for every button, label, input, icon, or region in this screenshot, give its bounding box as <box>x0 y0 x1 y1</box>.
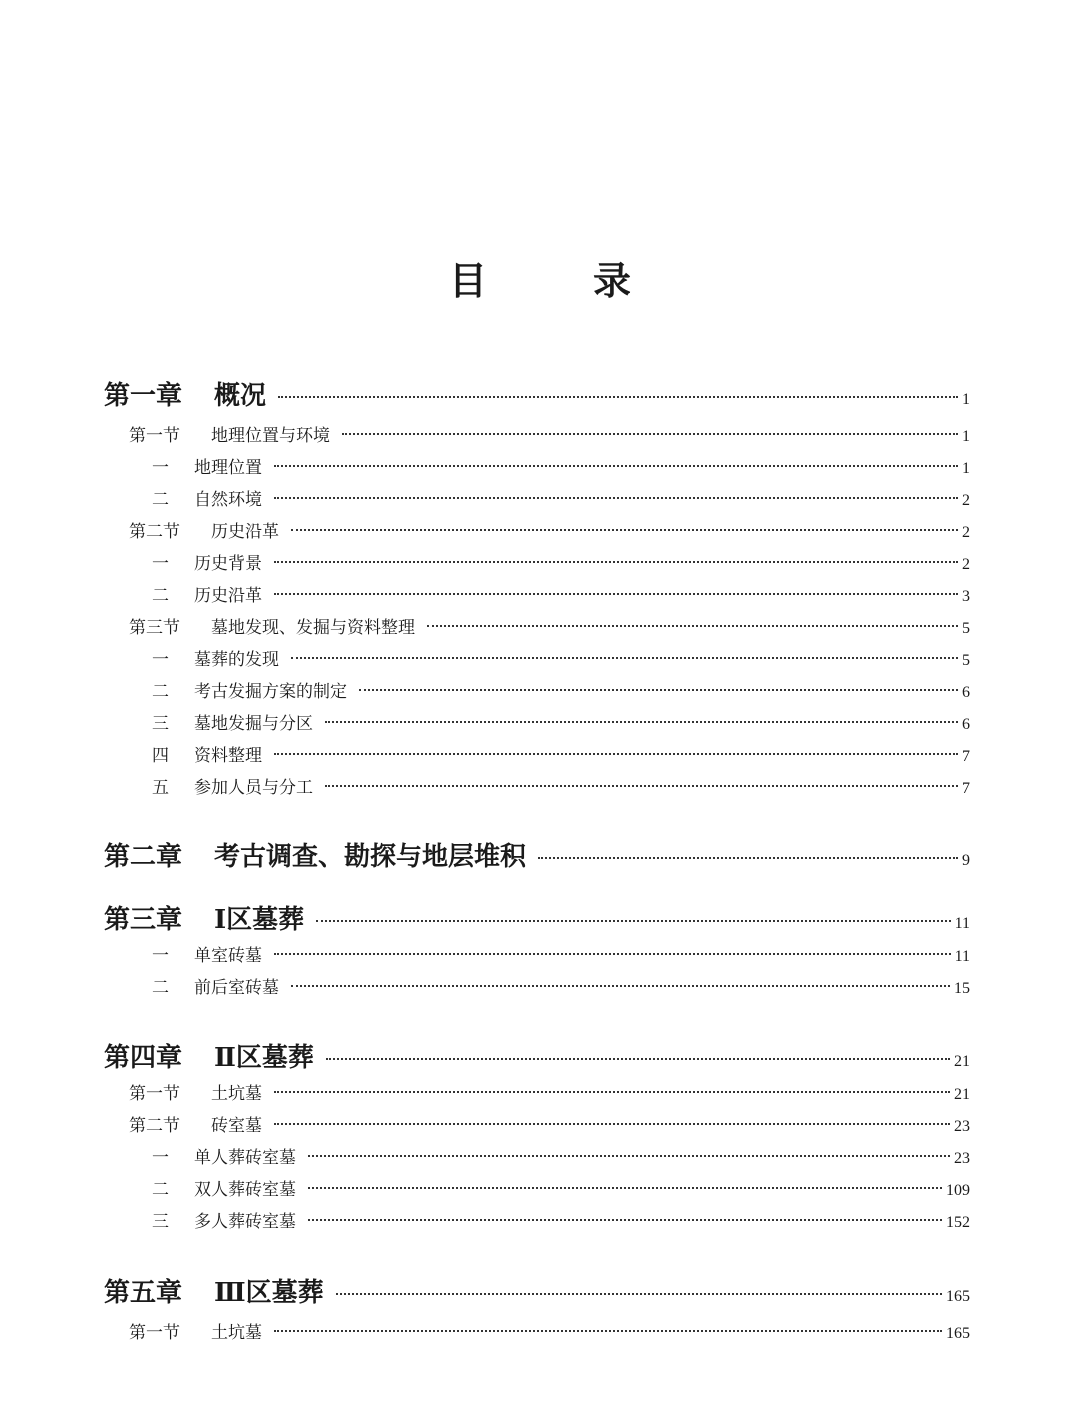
toc-entry-label: 单人葬砖室墓 <box>194 1148 296 1168</box>
toc-entry-page-number: 23 <box>954 1150 970 1167</box>
toc-entry-section <box>129 1318 970 1343</box>
toc-entry-page-number: 2 <box>962 556 970 573</box>
toc-entry-number: 第二节 <box>129 1116 180 1136</box>
dot-leader <box>427 625 958 627</box>
dot-leader <box>342 433 958 435</box>
toc-entry-label: 墓地发现、发掘与资料整理 <box>211 618 415 638</box>
dot-leader <box>308 1155 950 1157</box>
toc-entry-number: 第一章 <box>104 381 183 411</box>
toc-entry-number: 四 <box>152 746 169 766</box>
toc-entry-page-number: 6 <box>962 716 970 733</box>
toc-entry-number: 第五章 <box>104 1278 183 1308</box>
toc-entry-number: 三 <box>152 714 169 734</box>
dot-leader <box>274 1123 950 1125</box>
toc-entry-number: 二 <box>152 1180 169 1200</box>
toc-entry-label: 概况 <box>214 381 267 411</box>
dot-leader <box>274 1330 942 1332</box>
toc-entry-item <box>152 973 970 998</box>
toc-entry-label: 资料整理 <box>194 746 262 766</box>
toc-entry-number: 五 <box>152 778 169 798</box>
toc-entry-number: 二 <box>152 490 169 510</box>
toc-entry-section <box>129 613 970 638</box>
toc-entry-item <box>152 581 970 606</box>
dot-leader <box>359 689 958 691</box>
toc-entry-label: 土坑墓 <box>211 1323 262 1343</box>
toc-entry-section <box>129 421 970 446</box>
toc-entry-page-number: 3 <box>962 588 970 605</box>
dot-leader <box>308 1219 942 1221</box>
dot-leader <box>325 721 958 723</box>
toc-entry-page-number: 9 <box>962 852 970 869</box>
toc-entry-section <box>129 1079 970 1104</box>
toc-entry-label: 历史沿革 <box>194 586 262 606</box>
dot-leader <box>336 1293 942 1295</box>
dot-leader <box>278 396 958 398</box>
toc-entry-item <box>152 1207 970 1232</box>
toc-entry-label: 考古调查、勘探与地层堆积 <box>214 842 527 872</box>
toc-entry-page-number: 165 <box>946 1325 970 1342</box>
dot-leader <box>325 785 958 787</box>
toc-entry-number: 第一节 <box>129 426 180 446</box>
toc-entry-item <box>152 453 970 478</box>
toc-entry-item <box>152 1143 970 1168</box>
dot-leader <box>291 985 950 987</box>
toc-entry-number: 第一节 <box>129 1084 180 1104</box>
dot-leader <box>274 1091 950 1093</box>
toc-entry-page-number: 11 <box>954 948 970 965</box>
toc-entry-item <box>152 741 970 766</box>
toc-entry-page-number: 21 <box>954 1086 970 1103</box>
toc-entry-label: 参加人员与分工 <box>194 778 313 798</box>
toc-entry-label: 地理位置与环境 <box>211 426 330 446</box>
toc-entry-label: 自然环境 <box>194 490 262 510</box>
dot-leader <box>538 857 958 859</box>
toc-entry-page-number: 152 <box>946 1214 970 1231</box>
toc-entry-page-number: 11 <box>954 915 970 932</box>
toc-entry-chapter <box>104 899 970 936</box>
toc-entry-section <box>129 1111 970 1136</box>
toc-entry-number: 一 <box>152 946 169 966</box>
toc-entry-label: 多人葬砖室墓 <box>194 1212 296 1232</box>
toc-entry-section <box>129 517 970 542</box>
dot-leader <box>274 753 958 755</box>
toc-entry-page-number: 23 <box>954 1118 970 1135</box>
toc-entry-number: 第三章 <box>104 905 183 935</box>
toc-entry-number: 一 <box>152 458 169 478</box>
toc-entry-page-number: 1 <box>962 460 970 477</box>
toc-entry-page-number: 6 <box>962 684 970 701</box>
toc-entry-number: 第四章 <box>104 1043 183 1073</box>
toc-entry-item <box>152 677 970 702</box>
toc-entry-label: Ⅲ区墓葬 <box>214 1278 324 1308</box>
toc-entry-chapter <box>104 375 970 412</box>
toc-entry-label: 双人葬砖室墓 <box>194 1180 296 1200</box>
dot-leader <box>291 657 958 659</box>
toc-entry-number: 第二节 <box>129 522 180 542</box>
dot-leader <box>326 1058 950 1060</box>
dot-leader <box>308 1187 942 1189</box>
toc-entry-number: 一 <box>152 1148 169 1168</box>
toc-entry-page-number: 7 <box>962 780 970 797</box>
toc-entry-label: 墓葬的发现 <box>194 650 279 670</box>
toc-entry-number: 三 <box>152 1212 169 1232</box>
toc-entry-item <box>152 485 970 510</box>
toc-entry-page-number: 2 <box>962 492 970 509</box>
toc-entry-number: 第三节 <box>129 618 180 638</box>
toc-entry-page-number: 109 <box>946 1182 970 1199</box>
toc-entry-number: 二 <box>152 978 169 998</box>
toc-entry-label: 土坑墓 <box>211 1084 262 1104</box>
toc-entry-label: 单室砖墓 <box>194 946 262 966</box>
toc-entry-item <box>152 645 970 670</box>
toc-entry-item <box>152 1175 970 1200</box>
toc-entry-page-number: 15 <box>954 980 970 997</box>
toc-entry-page-number: 7 <box>962 748 970 765</box>
toc-entry-chapter <box>104 1272 970 1309</box>
dot-leader <box>316 920 950 922</box>
dot-leader <box>274 497 958 499</box>
toc-entry-number: 一 <box>152 650 169 670</box>
dot-leader <box>274 953 951 955</box>
toc-entry-label: 地理位置 <box>194 458 262 478</box>
toc-entry-page-number: 5 <box>962 652 970 669</box>
toc-entry-page-number: 165 <box>946 1288 970 1305</box>
toc-entry-number: 二 <box>152 586 169 606</box>
toc-entry-item <box>152 709 970 734</box>
toc-entry-chapter <box>104 1037 970 1074</box>
dot-leader <box>274 465 958 467</box>
toc-entry-item <box>152 549 970 574</box>
toc-entry-page-number: 1 <box>962 391 970 408</box>
toc-entry-number: 一 <box>152 554 169 574</box>
toc-entry-label: 砖室墓 <box>211 1116 262 1136</box>
toc-entry-item <box>152 941 970 966</box>
toc-entry-page-number: 21 <box>954 1053 970 1070</box>
toc-entry-number: 第二章 <box>104 842 183 872</box>
toc-entry-number: 第一节 <box>129 1323 180 1343</box>
toc-entry-label: 历史背景 <box>194 554 262 574</box>
toc-entry-page-number: 5 <box>962 620 970 637</box>
page-title: 目 录 <box>448 258 665 303</box>
toc-entry-item <box>152 773 970 798</box>
dot-leader <box>274 561 958 563</box>
toc-entry-number: 二 <box>152 682 169 702</box>
toc-entry-label: Ⅱ区墓葬 <box>214 1043 314 1073</box>
toc-entry-chapter <box>104 836 970 873</box>
toc-entry-label: 墓地发掘与分区 <box>194 714 313 734</box>
dot-leader <box>291 529 958 531</box>
dot-leader <box>274 593 958 595</box>
toc-entry-label: 历史沿革 <box>211 522 279 542</box>
toc-entry-page-number: 2 <box>962 524 970 541</box>
toc-entry-page-number: 1 <box>962 428 970 445</box>
toc-entry-label: 前后室砖墓 <box>194 978 279 998</box>
toc-entry-label: 考古发掘方案的制定 <box>194 682 347 702</box>
toc-entry-label: Ⅰ区墓葬 <box>214 905 305 935</box>
